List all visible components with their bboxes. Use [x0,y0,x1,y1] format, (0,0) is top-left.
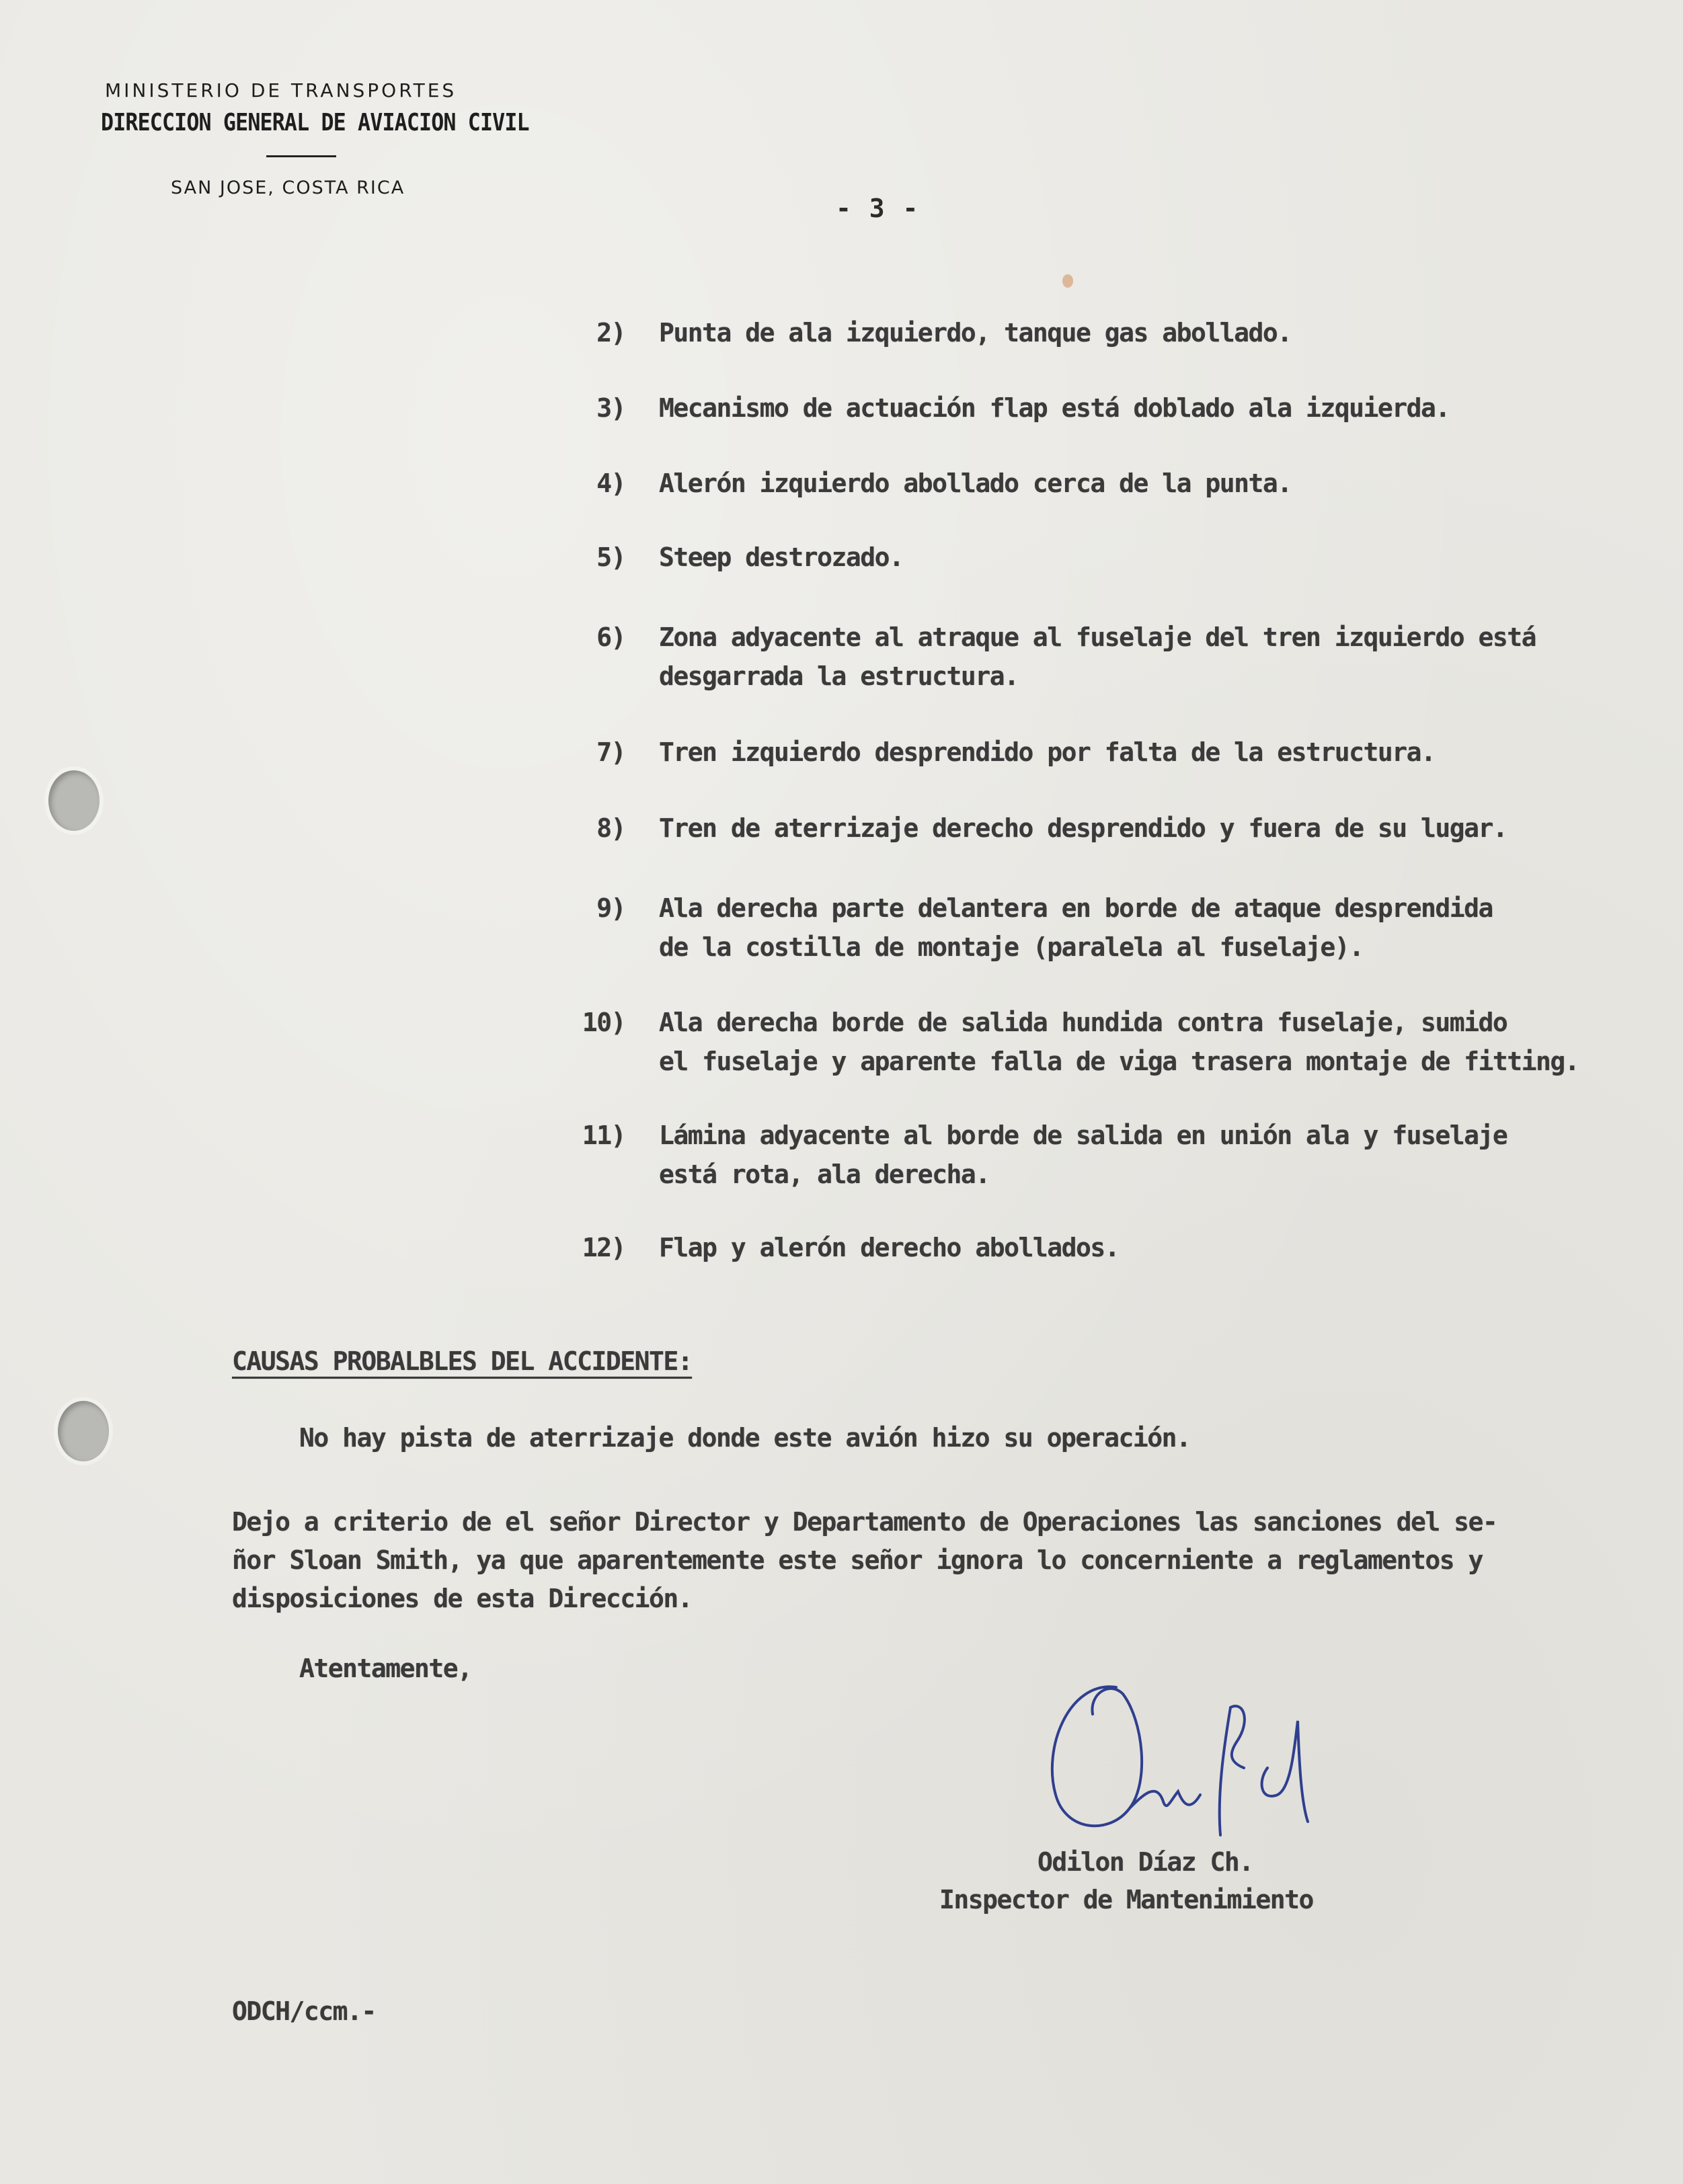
damage-item-text: Ala derecha borde de salida hundida contra fuselaje, sumido el fuselaje y aparente falla de viga trasera montaje de fitting. [659,1008,1579,1076]
letterhead-direction: DIRECCION GENERAL DE AVIACION CIVIL [101,109,529,136]
causes-text: No hay pista de aterrizaje donde este avión hizo su operación. [299,1423,1191,1453]
damage-item-text: Zona adyacente al atraque al fuselaje del tren izquierdo está desgarrada la estructura. [659,622,1536,691]
letterhead-rule [266,155,336,157]
signer-name: Odilon Díaz Ch. [1038,1847,1253,1877]
damage-item-number: 4) [596,469,625,498]
damage-item-number: 9) [596,893,625,923]
letterhead-ministry: MINISTERIO DE TRANSPORTES [105,79,457,102]
salutation: Atentamente, [299,1654,472,1683]
damage-item-text: Flap y alerón derecho abollados. [659,1233,1120,1262]
damage-item-number: 3) [596,393,625,423]
letterhead-city: SAN JOSE, COSTA RICA [171,177,405,198]
damage-item-number: 12) [582,1233,625,1262]
damage-item-number: 7) [596,737,625,767]
damage-item-number: 5) [596,542,625,572]
signer-title: Inspector de Mantenimiento [939,1885,1313,1914]
paper-stain [1062,274,1073,288]
punch-hole-lower [58,1401,109,1461]
damage-item-text: Alerón izquierdo abollado cerca de la punta. [659,469,1292,498]
damage-item-text: Lámina adyacente al borde de salida en unión ala y fuselaje está rota, ala derecha. [659,1121,1508,1189]
damage-item-number: 6) [596,622,625,652]
reference-initials: ODCH/ccm.- [232,1996,376,2026]
causes-heading: CAUSAS PROBALBLES DEL ACCIDENTE: [232,1346,693,1376]
punch-hole-upper [48,770,100,831]
damage-item-text: Ala derecha parte delantera en borde de ataque desprendida de la costilla de montaje (paralela al fuselaje). [659,893,1493,962]
closing-paragraph: Dejo a criterio de el señor Director y Departamento de Operaciones las sanciones del se- ñor Sloan Smith, ya que aparentemente este señor ignora lo concerniente a reglamentos y disposiciones de esta Dirección. [232,1507,1497,1613]
damage-item-number: 8) [596,813,625,843]
damage-item-text: Tren de aterrizaje derecho desprendido y fuera de su lugar. [659,813,1508,843]
damage-item-number: 2) [596,318,625,348]
letterhead [101,79,529,198]
damage-item-number: 10) [582,1008,625,1037]
damage-item-text: Mecanismo de actuación flap está doblado ala izquierda. [659,393,1450,423]
page-number: - 3 - [836,194,920,223]
damage-item-number: 11) [582,1121,625,1150]
damage-item-text: Tren izquierdo desprendido por falta de la estructura. [659,737,1436,767]
damage-item-text: Steep destrozado. [659,542,904,572]
damage-item-text: Punta de ala izquierdo, tanque gas abollado. [659,318,1292,348]
handwritten-signature [1029,1667,1352,1869]
